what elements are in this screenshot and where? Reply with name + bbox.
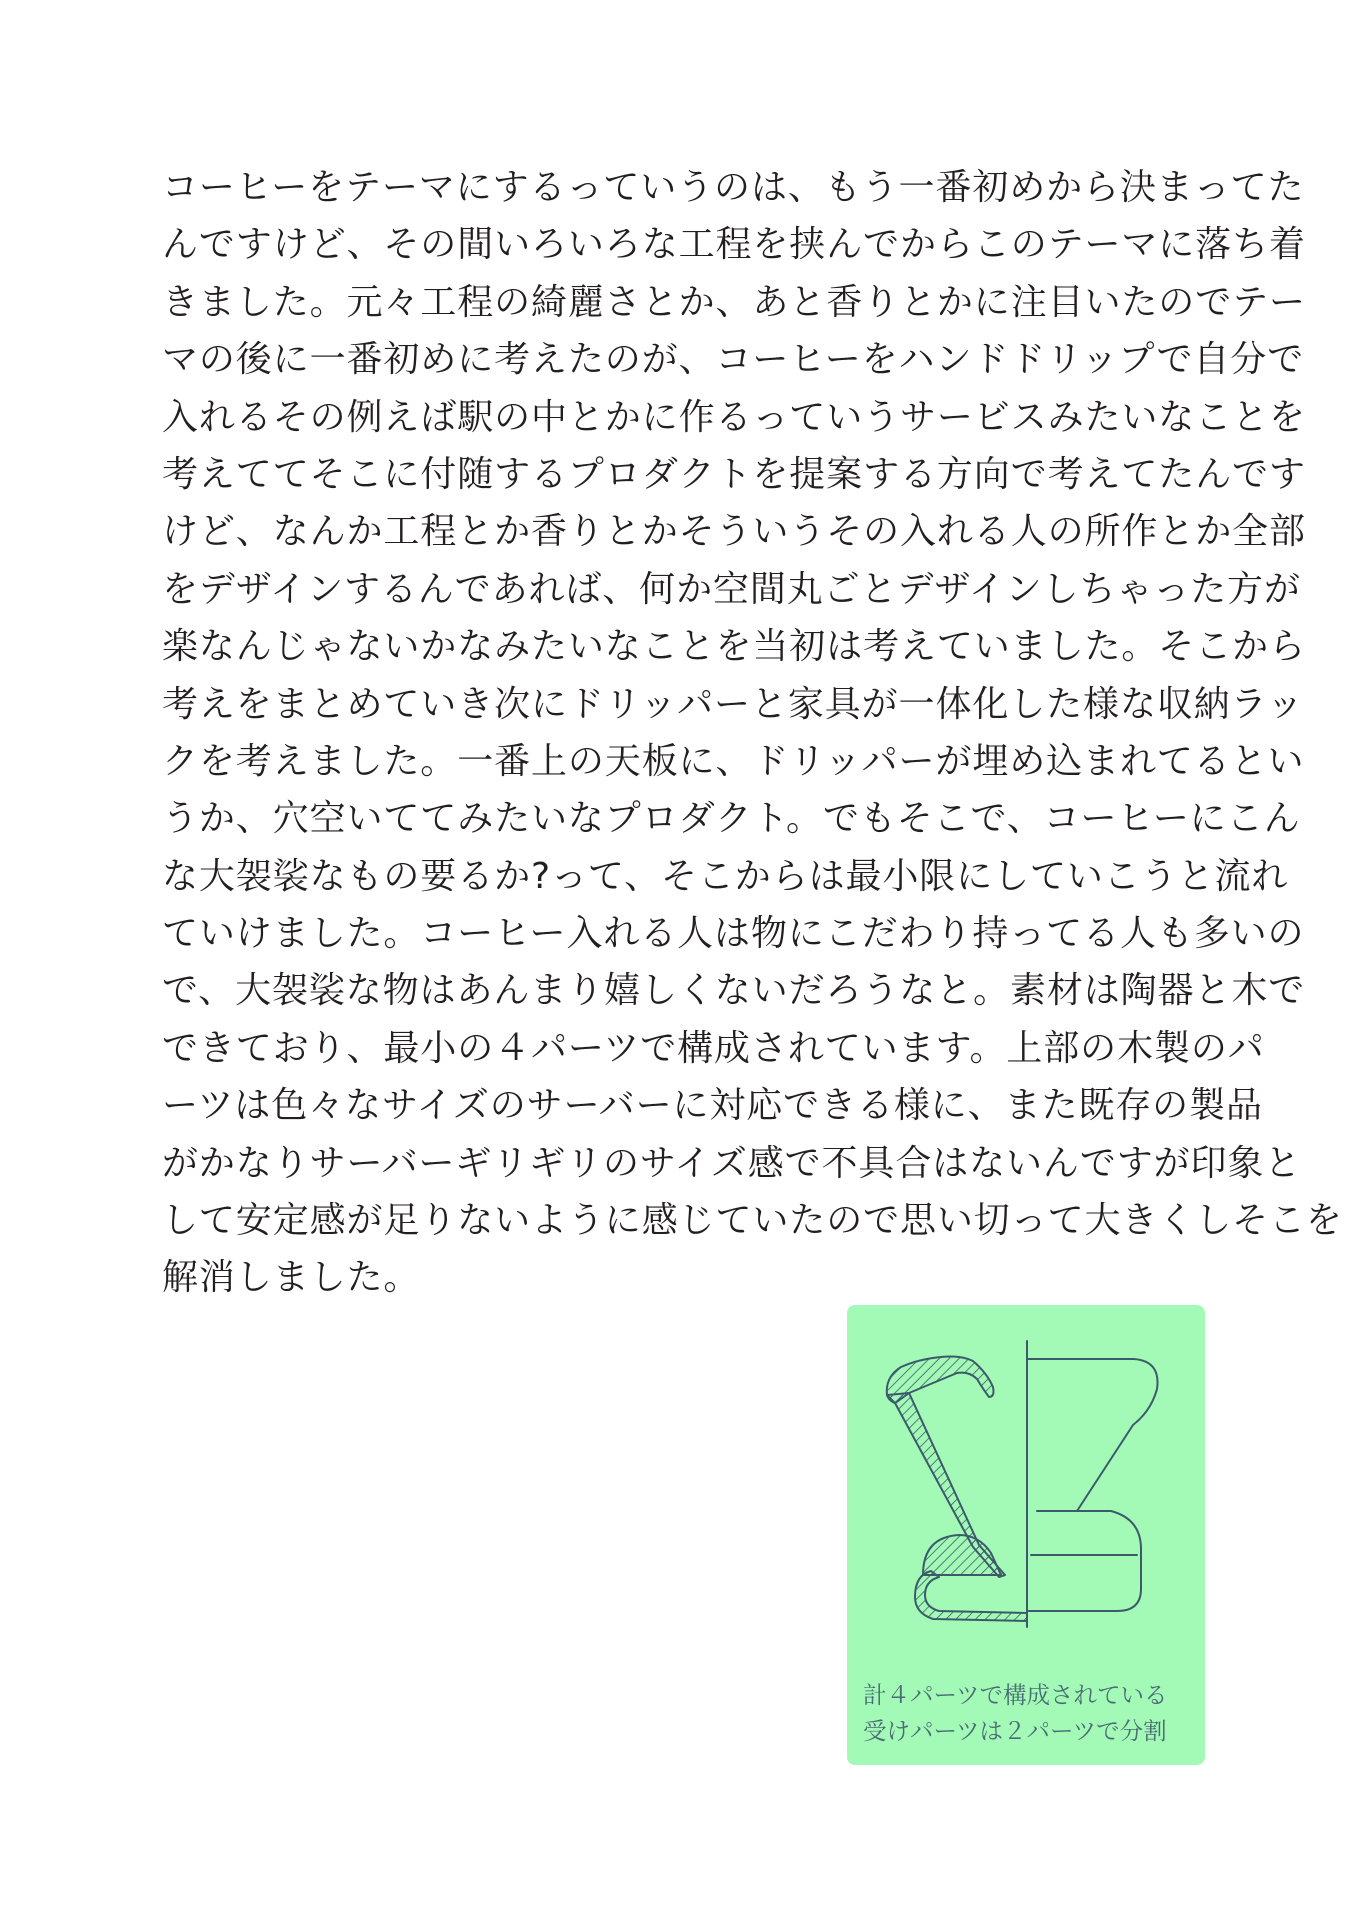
essay-line: 考えをまとめていき次にドリッパーと家具が一体化した様な収納ラッ: [162, 683, 1304, 725]
left-base-section: [915, 1571, 1027, 1621]
essay-line: 入れるその例えば駅の中とかに作るっていうサービスみたいなことを: [162, 396, 1306, 438]
essay-line: ーツは色々なサイズのサーバーに対応できる様に、また既存の製品: [162, 1085, 1263, 1127]
essay-line: んですけど、その間いろいろな工程を挟んでからこのテーマに落ち着: [162, 224, 1306, 266]
figure-caption-line: 受けパーツは２パーツで分割: [863, 1717, 1167, 1745]
essay-line: がかなりサーバーギリギリのサイズ感で不具合はないんですが印象と: [162, 1142, 1302, 1184]
essay-line: 解消しました。: [162, 1257, 421, 1299]
figure-caption-line: 計４パーツで構成されている: [863, 1681, 1168, 1709]
essay-line: して安定感が足りないように感じていたので思い切って大きくしそこを: [162, 1200, 1343, 1242]
essay-line: で、大袈裟な物はあんまり嬉しくないだろうなと。素材は陶器と木で: [162, 970, 1306, 1012]
figure-caption: [863, 1677, 1193, 1749]
essay-line: 楽なんじゃないかなみたいなことを当初は考えていました。そこから: [162, 626, 1306, 668]
essay-line: クを考えました。一番上の天板に、ドリッパーが埋め込まれてるとい: [162, 740, 1305, 782]
essay-line: 考えててそこに付随するプロダクトを提案する方向で考えてたんです: [162, 453, 1306, 495]
essay-line: けど、なんか工程とか香りとかそういうその入れる人の所作とか全部: [162, 511, 1306, 553]
essay-line: マの後に一番初めに考えたのが、コーヒーをハンドドリップで自分で: [162, 339, 1305, 381]
essay-body: [162, 159, 1343, 1307]
essay-line: ていけました。コーヒー入れる人は物にこだわり持ってる人も多いの: [162, 913, 1305, 955]
left-lower-ring-section: [923, 1535, 1001, 1575]
essay-line: できており、最小の４パーツで構成されています。上部の木製のパ: [162, 1027, 1265, 1069]
essay-line: きました。元々工程の綺麗さとか、あと香りとかに注目いたのでテー: [162, 281, 1306, 323]
dripper-cross-section-drawing: [879, 1339, 1169, 1629]
dripper-figure-card: [847, 1305, 1205, 1765]
essay-line: をデザインするんであれば、何か空間丸ごとデザインしちゃった方が: [162, 568, 1301, 610]
essay-line: な大袈裟なもの要るか?って、そこからは最小限にしていこうと流れ: [162, 855, 1289, 897]
essay-line: うか、穴空いててみたいなプロダクト。でもそこで、コーヒーにこん: [162, 798, 1301, 840]
essay-line: コーヒーをテーマにするっていうのは、もう一番初めから決まってた: [162, 167, 1305, 208]
right-exterior-profile: [1027, 1359, 1158, 1611]
